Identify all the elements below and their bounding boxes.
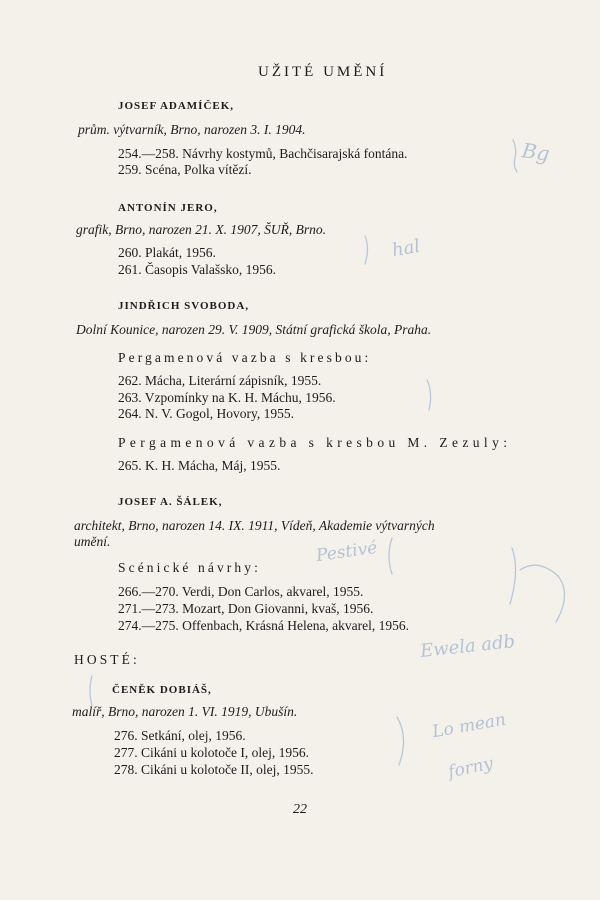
guests-heading: HOSTÉ:	[74, 652, 140, 667]
artist-bio: prům. výtvarník, Brno, narozen 3. I. 1904.	[78, 122, 306, 137]
work-entry: 262. Mácha, Literární zápisník, 1955.	[118, 373, 322, 388]
artist-bio: Dolní Kounice, narozen 29. V. 1909, Státní grafická škola, Praha.	[76, 322, 432, 337]
work-entry: 271.—273. Mozart, Don Giovanni, kvaš, 1956.	[118, 601, 374, 616]
artist-bio: architekt, Brno, narozen 14. IX. 1911, Vídeň, Akademie výtvarných	[74, 518, 435, 533]
group-label: Pergamenová vazba s kresbou:	[118, 350, 372, 365]
page-number: 22	[293, 802, 307, 817]
artist-bio-continued: umění.	[74, 534, 111, 549]
pencil-bracket-mark	[427, 380, 431, 410]
handwritten-note: Ewela adb	[419, 631, 517, 662]
work-entry: 277. Cikáni u kolotoče I, olej, 1956.	[114, 745, 309, 760]
work-entry: 274.—275. Offenbach, Krásná Helena, akvarel, 1956.	[118, 618, 410, 633]
artist-bio: malíř, Brno, narozen 1. VI. 1919, Ubušín.	[72, 704, 298, 719]
pencil-bracket-mark	[510, 548, 516, 604]
work-entry: 264. N. V. Gogol, Hovory, 1955.	[118, 406, 295, 421]
pencil-flourish-mark	[520, 565, 565, 622]
pencil-bracket-mark	[397, 717, 404, 765]
work-entry: 260. Plakát, 1956.	[118, 245, 216, 260]
work-entry: 261. Časopis Valašsko, 1956.	[118, 262, 277, 277]
pencil-bracket-mark	[90, 676, 92, 706]
handwritten-note: hal	[390, 235, 422, 262]
pencil-bracket-mark	[513, 140, 517, 172]
pencil-bracket-mark	[365, 236, 368, 264]
artist-name: ČENĚK DOBIÁŠ,	[112, 684, 212, 696]
artist-name: JOSEF A. ŠÁLEK,	[118, 496, 223, 508]
handwritten-note: Pestivé	[314, 537, 379, 567]
handwritten-note: Bg	[520, 138, 552, 166]
artist-name: JINDŘICH SVOBODA,	[118, 300, 250, 312]
artist-name: ANTONÍN JERO,	[118, 202, 218, 214]
pencil-bracket-mark	[389, 538, 392, 574]
page-title: UŽITÉ UMĚNÍ	[258, 64, 388, 80]
work-entry: 266.—270. Verdi, Don Carlos, akvarel, 1955.	[118, 584, 364, 599]
group-label: Pergamenová vazba s kresbou M. Zezuly:	[118, 435, 512, 450]
artist-bio: grafik, Brno, narozen 21. X. 1907, ŠUŘ, Brno.	[76, 222, 326, 237]
handwritten-note: forny	[446, 753, 495, 783]
work-entry: 263. Vzpomínky na K. H. Máchu, 1956.	[118, 390, 336, 405]
artist-name: JOSEF ADAMÍČEK,	[118, 100, 235, 112]
work-entry: 254.—258. Návrhy kostymů, Bachčisarajská fontána.	[118, 146, 408, 161]
work-entry: 265. K. H. Mácha, Máj, 1955.	[118, 458, 281, 473]
work-entry: 278. Cikáni u kolotoče II, olej, 1955.	[114, 762, 314, 777]
group-label: Scénické návrhy:	[118, 560, 261, 575]
handwritten-note: Lo mean	[430, 709, 508, 743]
work-entry: 276. Setkání, olej, 1956.	[114, 728, 246, 743]
work-entry: 259. Scéna, Polka vítězí.	[118, 162, 252, 177]
